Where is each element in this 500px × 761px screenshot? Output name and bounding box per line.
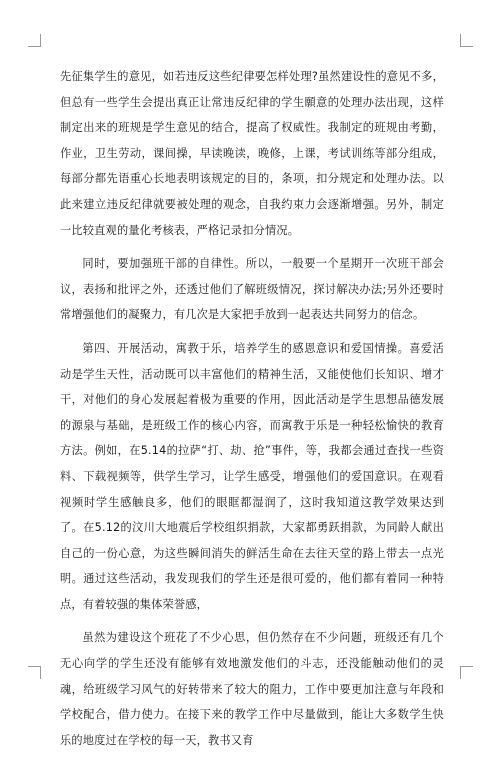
crop-mark-bottom-right [460,666,473,679]
crop-mark-top-right [460,34,473,47]
paragraph-problems: 虽然为建设这个班花了不少心思，但仍然存在不少问题，班级还有几个无心向学的学生还没有能够有效地激发他们的斗志，还没能触动他们的灵魂，给班级学习风气的好转带来了较大的阻力，工作中要更加注意与年段和学校配合，借力使力。在接下来的教学工作中尽量做到，能让大多数学生快乐的地度过在学校的每一天，教书又育 [60,631,444,747]
crop-mark-bottom-left [28,666,41,679]
paragraph-activities: 第四、开展活动，寓教于乐，培养学生的感恩意识和爱国情操。喜爱活动是学生天性，活动既可以丰富他们的精神生活，又能使他们长知识、增才干，对他们的身心发展起着极为重要的作用，因此活动是学生思想品德发展的源泉与基础，是班级工作的核心内容，而寓教于乐是一种轻松愉快的教育方法。例如，在5.14的拉萨“打、劫、抢”事件，等，我都会通过查找一些资料、下载视频等，供学生学习，让学生感受，增强他们的爱国意识。在观看视频时学生感触良多，他们的眼眶都湿润了，这时我知道这教学效果达到了。在5.12的汶川大地震后学校组织捐款，大家都勇跃捐款，为同龄人献出自己的一份心意，为这些瞬间消失的鲜活生命在去往天堂的路上带去一点光明。通过这些活动，我发现我们的学生还是很可爱的，他们都有着同一种特点，有着较强的集体荣誉感， [60,341,444,611]
paragraph-class-cadres: 同时，要加强班干部的自律性。所以，一般要一个星期开一次班干部会议，表扬和批评之外，还透过他们了解班级情况，探讨解决办法;另外还要时常增强他们的凝聚力，有几次是大家把手放到一起表达共同努力的信念。 [60,257,444,322]
paragraph-class-rules: 先征集学生的意见，如若违反这些纪律要怎样处理?虽然建设性的意见不多，但总有一些学生会提出真正让常违反纪律的学生願意的处理办法出现，这样制定出来的班规是学生意见的结合，提高了权威性。我制定的班规由考勤，作业，卫生劳动，课间操，早读晚读，晚修，上课，考试训练等部分组成，每部分都先语重心长地表明该规定的目的，条项，扣分规定和处理办法。以此来建立违反纪律就要被处理的观念，自我约束力会逐渐增强。另外，制定一比较直观的量化考核表，严格记录扣分情况。 [60,70,444,237]
document-body [60,64,444,761]
crop-mark-top-left [28,34,41,47]
